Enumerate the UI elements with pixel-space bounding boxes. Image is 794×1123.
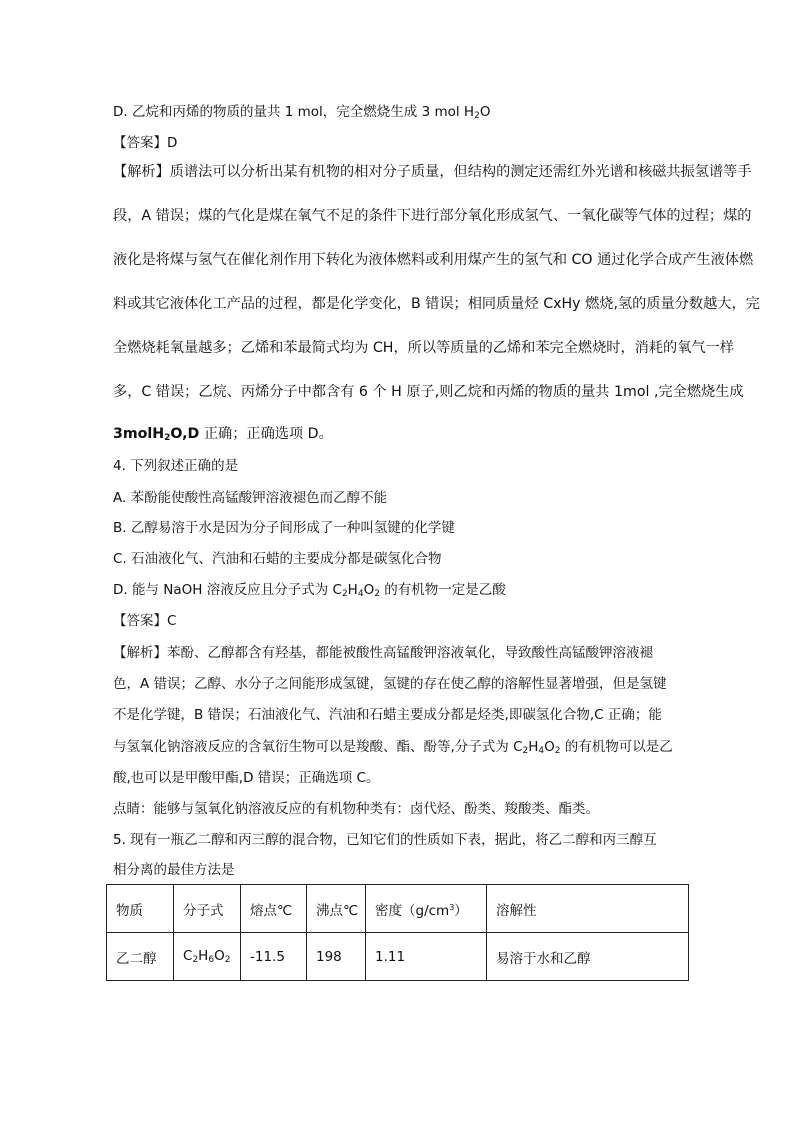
explanation-1-line-5: 全燃烧耗氧量越多；乙烯和苯最简式均为 CH，所以等质量的乙烯和苯完全燃烧时，消耗的氧气一样: [113, 340, 734, 356]
question-4-option-d: [113, 581, 506, 603]
header-cell-solubility: 溶解性: [487, 885, 689, 933]
subscript: 2: [374, 589, 380, 599]
question-4-option-a: A. 苯酚能使酸性高锰酸钾溶液褪色而乙醇不能: [113, 490, 388, 506]
explanation-2-line-2: 色，A 错误；乙醇、水分子之间能形成氢键，氢键的存在使乙醇的溶解性显著增强，但是氢键: [113, 676, 667, 692]
formula-part: O,D: [170, 426, 200, 442]
cell-density: 1.11: [366, 933, 487, 981]
subscript: 2: [192, 955, 199, 965]
question-4: 4. 下列叙述正确的是: [113, 458, 239, 474]
subscript: 2: [522, 746, 529, 756]
cell-substance: 乙二醇: [107, 933, 174, 981]
cell-formula: [174, 933, 241, 981]
answer-1: 【答案】D: [113, 135, 178, 151]
option-d-tail: O: [479, 104, 491, 120]
explanation-1-line-1: 【解析】质谱法可以分析出某有机物的相对分子质量，但结构的测定还需红外光谱和核磁共振氢谱等手: [113, 164, 752, 180]
cell-boiling-point: 198: [307, 933, 366, 981]
subscript: 4: [357, 589, 364, 599]
explanation-1-line-4: 料或其它液体化工产品的过程，都是化学变化，B 错误；相同质量烃 CxHy 燃烧,氢的质量分数越大，完: [113, 296, 760, 312]
explanation-2-line-1: 【解析】苯酚、乙醇都含有羟基，都能被酸性高锰酸钾溶液氧化，导致酸性高锰酸钾溶液褪: [113, 645, 653, 661]
question-5-line-2: 相分离的最佳方法是: [113, 862, 235, 878]
cell-melting-point: -11.5: [241, 933, 307, 981]
formula-part: O: [214, 948, 225, 964]
option-d-text: D. 能与 NaOH 溶液反应且分子式为 C: [113, 582, 342, 598]
explanation-2-line-3: 不是化学键，B 错误；石油液化气、汽油和石蜡主要成分都是烃类,即碳氢化合物,C 正确；能: [113, 707, 662, 723]
formula-part: 3molH: [113, 426, 165, 442]
subscript: 2: [164, 433, 171, 443]
option-d-tail: 的有机物一定是乙酸: [379, 582, 506, 598]
explanation-2-line-4: [113, 738, 673, 760]
explanation-1-line-6: 多，C 错误；乙烷、丙烯分子中都含有 6 个 H 原子,则乙烷和丙烯的物质的量共 1mol ,完全燃烧生成: [113, 384, 744, 400]
formula-part: C: [183, 948, 193, 964]
table-header-row: [107, 885, 689, 933]
formula-part: O: [544, 739, 555, 755]
question-4-option-c: C. 石油液化气、汽油和石蜡的主要成分都是碳氢化合物: [113, 551, 442, 567]
explanation-text: 与氢氧化钠溶液反应的含氧衍生物可以是羧酸、酯、酚等,分子式为 C: [113, 739, 523, 755]
formula-part: H: [528, 739, 539, 755]
tip-note: 点睛：能够与氢氧化钠溶液反应的有机物种类有：卤代烃、酚类、羧酸类、酯类。: [113, 801, 599, 817]
header-cell-formula: 分子式: [174, 885, 241, 933]
question-5-line-1: 5. 现有一瓶乙二醇和丙三醇的混合物，已知它们的性质如下表，据此，将乙二醇和丙三醇互: [113, 832, 657, 848]
option-d-text: D. 乙烷和丙烯的物质的量共 1 mol，完全燃烧生成 3 mol H: [113, 104, 475, 120]
subscript: 2: [474, 111, 480, 121]
explanation-2-line-5: 酸,也可以是甲酸甲酯,D 错误；正确选项 C。: [113, 770, 380, 786]
table-row: [107, 933, 689, 981]
subscript: 4: [538, 746, 545, 756]
explanation-1-line-2: 段，A 错误；煤的气化是煤在氧气不足的条件下进行部分氧化形成氢气、一氧化碳等气体的过程；煤的: [113, 208, 752, 224]
formula-part: H: [198, 948, 209, 964]
explanation-tail: 的有机物可以是乙: [560, 739, 673, 755]
cell-solubility: 易溶于水和乙醇: [487, 933, 689, 981]
properties-table: [106, 884, 689, 981]
question-4-option-b: B. 乙醇易溶于水是因为分子间形成了一种叫氢键的化学键: [113, 520, 455, 536]
explanation-1-line-7: [113, 425, 333, 447]
density-header-close: ）: [454, 902, 468, 919]
header-cell-boiling-point: 沸点℃: [307, 885, 366, 933]
formula-part: O: [363, 582, 375, 598]
subscript: 2: [224, 955, 231, 965]
formula-part: H: [347, 582, 358, 598]
header-cell-density: [366, 885, 487, 933]
header-cell-melting-point: 熔点℃: [241, 885, 307, 933]
subscript: 2: [554, 746, 561, 756]
subscript: 6: [208, 955, 215, 965]
subscript: 2: [341, 589, 348, 599]
header-cell-substance: 物质: [107, 885, 174, 933]
option-d-previous: [113, 103, 490, 125]
answer-2: 【答案】C: [113, 613, 177, 629]
density-header-text: 密度（g/cm: [375, 902, 450, 919]
superscript: 3: [449, 902, 455, 912]
explanation-tail: 正确；正确选项 D。: [199, 426, 333, 442]
explanation-1-line-3: 液化是将煤与氢气在催化剂作用下转化为液体燃料或利用煤产生的氢气和 CO 通过化学合成产生液体燃: [113, 252, 754, 268]
